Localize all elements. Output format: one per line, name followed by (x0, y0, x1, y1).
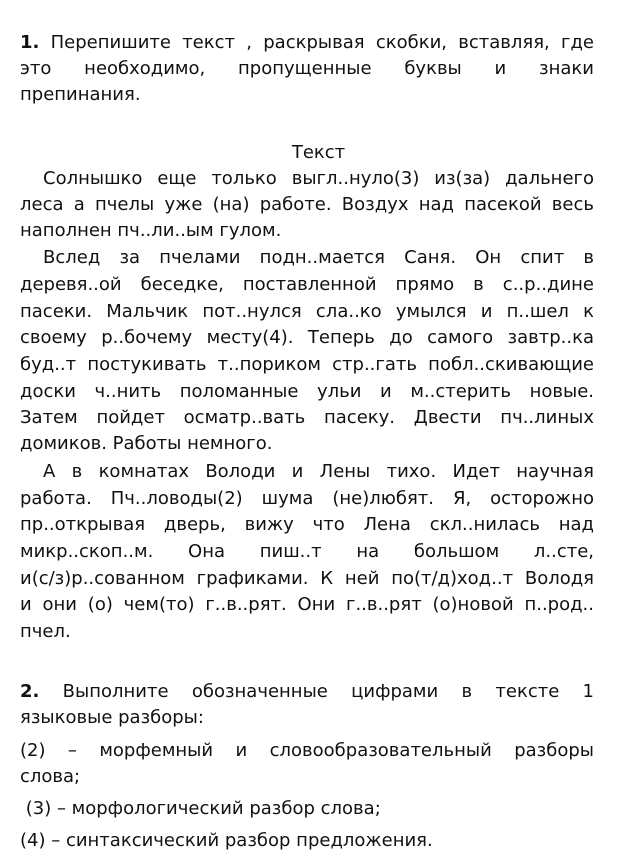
passage-line: Солнышко еще только выгл..нуло(3) из(за) дальнего (43, 168, 594, 189)
passage-line: домиков. Работы немного. (20, 433, 273, 454)
passage-line: Вслед за пчелами подн..мается Саня. Он спит в (43, 247, 594, 268)
text-title: Текст (291, 142, 346, 163)
passage-line: и(с/з)р..сованном графиками. К ней по(т/д)ход..т Володя (20, 568, 594, 589)
task1-line-1 (20, 30, 594, 55)
task1-line-3: препинания. (20, 84, 141, 105)
passage-line: микр..скоп..м. Она пиш..т на большом л..сте, (20, 541, 594, 562)
task2-text-1: Выполните обозначенные цифрами в тексте 1 (62, 681, 595, 702)
task2-item: слова; (20, 766, 81, 787)
passage-line: наполнен пч..ли..ым гулом. (20, 220, 282, 241)
passage-line: работа. Пч..ловоды(2) шума (не)любят. Я, осторожно (20, 488, 594, 509)
passage-line: леса а пчелы уже (на) работе. Воздух над пасекой весь (20, 194, 594, 215)
passage-line: А в комнатах Володи и Лены тихо. Идет научная (43, 461, 594, 482)
task2-item: (2) – морфемный и словообразовательный разборы (20, 740, 594, 761)
passage-line: Затем пойдет осматр..вать пасеку. Двести пч..линых (20, 407, 594, 428)
passage-line: пасеки. Мальчик пот..нулся сла..ко умылся и п..шел к (20, 301, 594, 322)
passage-line: деревя..ой беседке, поставленной прямо в с..р..дине (20, 274, 594, 295)
task2-line-1 (20, 679, 594, 704)
passage-line: буд..т постукивать т..пориком стр..гать побл..скивающие (20, 354, 594, 375)
task1-line-2: это необходимо, пропущенные буквы и знаки (20, 58, 594, 79)
task2-item: (4) – синтаксический разбор предложения. (20, 830, 433, 851)
task1-text-1: Перепишите текст , раскрывая скобки, вставляя, где (50, 32, 594, 53)
task1-number: 1. (20, 32, 40, 53)
passage-line: пр..открывая дверь, вижу что Лена скл..нилась над (20, 514, 594, 535)
passage-line: доски ч..нить поломанные ульи и м..стерить новые. (20, 381, 594, 402)
task2-item: (3) – морфологический разбор слова; (20, 798, 381, 819)
passage-line: пчел. (20, 621, 71, 642)
task2-line-2: языковые разборы: (20, 707, 204, 728)
task2-number: 2. (20, 681, 40, 702)
passage-line: и они (о) чем(то) г..в..рят. Они г..в..рят (о)новой п..род.. (20, 594, 594, 615)
passage-line: своему р..бочему месту(4). Теперь до самого завтр..ка (20, 327, 594, 348)
